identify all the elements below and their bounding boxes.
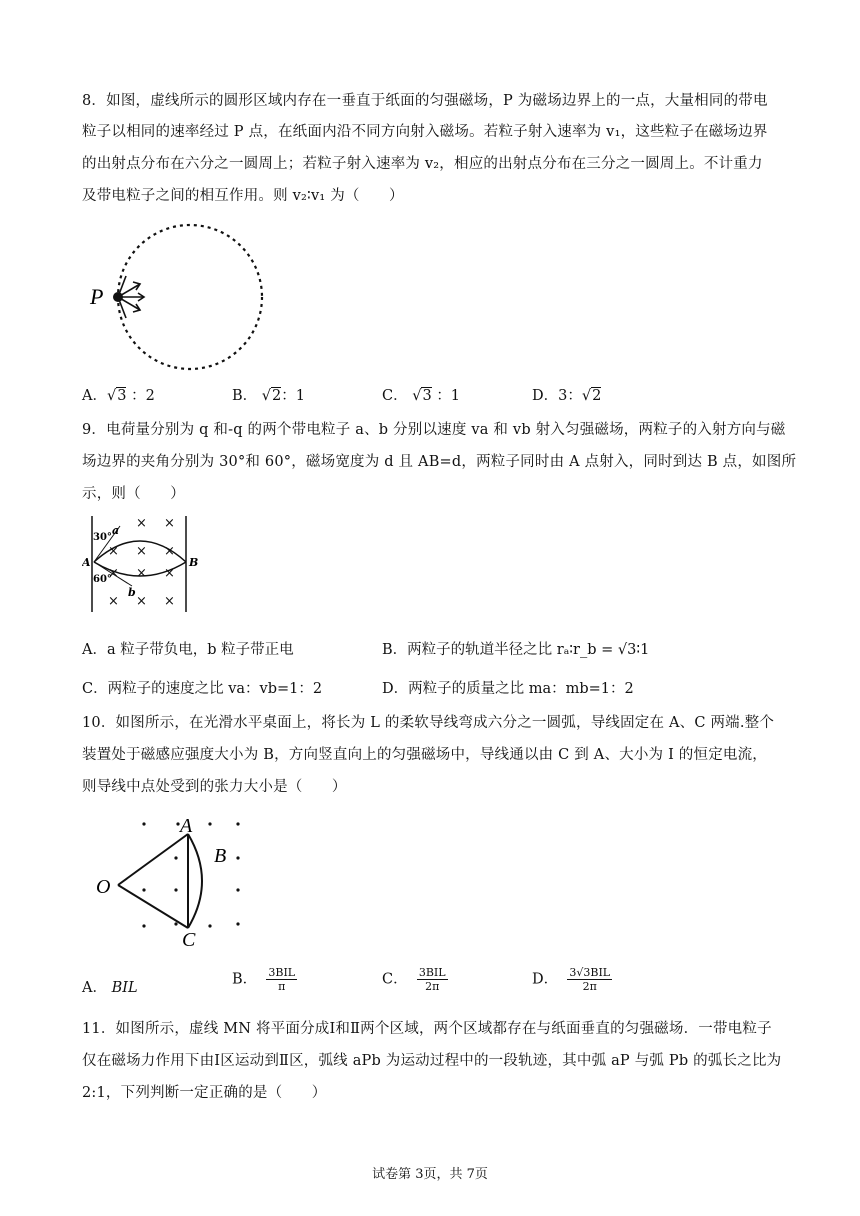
q9-option-d: D．两粒子的质量之比 ma：mb=1：2 [382, 681, 634, 697]
q9-field-figure [82, 514, 202, 614]
label-c: C [182, 929, 196, 950]
label-point-a: A [82, 556, 91, 569]
label-a: A [180, 815, 193, 837]
svg-text:×: × [164, 516, 175, 531]
q10-option-c: C． $\frac{\text{3BIL}}{2\pi}$ [382, 966, 446, 993]
angle-30: 30° [93, 532, 112, 543]
q8-option-d: D．3：√2 [532, 388, 602, 404]
label-a: a [112, 524, 120, 537]
q9-option-a: A．a 粒子带负电，b 粒子带正电 [82, 642, 294, 658]
q8-line-4: 及带电粒子之间的相互作用。则 v₂∶v₁ 为（ ） [82, 188, 404, 204]
velocity-arrows [118, 276, 144, 318]
label-b: B [214, 845, 227, 867]
svg-text:×: × [164, 594, 175, 609]
q9-line-1: 9．电荷量分别为 q 和-q 的两个带电粒子 a、b 分别以速度 va 和 vb 射入匀强磁场，两粒子的入射方向与磁 [82, 422, 786, 438]
q10-option-b: B． $\frac{\text{3BIL}}{\pi}$ [232, 966, 296, 993]
q10-line-2: 装置处于磁感应强度大小为 B，方向竖直向上的匀强磁场中，导线通以由 C 到 A、大小为 I 的恒定电流， [82, 747, 768, 763]
svg-text:×: × [136, 516, 147, 531]
svg-text:×: × [164, 544, 175, 559]
q9-option-b: B．两粒子的轨道半径之比 rₐ∶r_b = √3∶1 [382, 642, 650, 658]
angle-60: 60° [93, 574, 112, 585]
svg-text:×: × [164, 566, 175, 581]
q9-line-3: 示，则（ ） [82, 486, 185, 502]
q10-option-a: A． BIL [82, 980, 138, 996]
svg-text:×: × [136, 566, 147, 581]
q8-option-b: B． √2：1 [232, 388, 305, 404]
q11-line-3: 2:1，下列判断一定正确的是（ ） [82, 1085, 327, 1101]
q10-wire-figure [92, 810, 252, 950]
q11-line-1: 11．如图所示，虚线 MN 将平面分成Ⅰ和Ⅱ两个区域，两个区域都存在与纸面垂直的匀强磁场．一带电粒子 [82, 1021, 772, 1037]
page-footer: 试卷第 3页，共 7页 [372, 1167, 488, 1182]
q8-option-c: C． √3 ：1 [382, 388, 461, 404]
label-point-b: B [189, 556, 199, 569]
svg-text:×: × [136, 594, 147, 609]
q9-line-2: 场边界的夹角分别为 30°和 60°，磁场宽度为 d 且 AB=d，两粒子同时由 A 点射入，同时到达 B 点，如图所 [82, 454, 797, 470]
q8-line-2: 粒子以相同的速率经过 P 点，在纸面内沿不同方向射入磁场。若粒子射入速率为 v₁，这些粒子在磁场边界 [82, 124, 768, 140]
svg-text:×: × [108, 544, 119, 559]
q11-line-2: 仅在磁场力作用下由Ⅰ区运动到Ⅱ区，弧线 aPb 为运动过程中的一段轨迹，其中弧 aP 与弧 Pb 的弧长之比为 [82, 1053, 782, 1069]
wire-geometry [118, 834, 202, 928]
q10-line-3: 则导线中点处受到的张力大小是（ ） [82, 779, 347, 795]
svg-text:×: × [108, 594, 119, 609]
q8-option-a: A．√3 ：2 [82, 388, 155, 404]
svg-text:×: × [108, 566, 119, 581]
label-b: b [128, 586, 136, 599]
label-o: O [96, 876, 111, 898]
q8-line-1: 8．如图，虚线所示的圆形区域内存在一垂直于纸面的匀强磁场，P 为磁场边界上的一点，大量相同的带电 [82, 93, 768, 109]
svg-text:×: × [136, 544, 147, 559]
q10-option-d: D． $\frac{\text{3√3BIL}}{2\pi}$ [532, 966, 611, 993]
q8-line-3: 的出射点分布在六分之一圆周上；若粒子射入速率为 v₂，相应的出射点分布在三分之一圆周上。不计重力 [82, 156, 763, 172]
label-p: P [90, 284, 104, 309]
q8-circle-figure [86, 218, 276, 378]
q9-option-c: C．两粒子的速度之比 va：vb=1：2 [82, 681, 323, 697]
q10-line-1: 10．如图所示，在光滑水平桌面上，将长为 L 的柔软导线弯成六分之一圆弧，导线固定在 A、C 两端.整个 [82, 715, 775, 731]
